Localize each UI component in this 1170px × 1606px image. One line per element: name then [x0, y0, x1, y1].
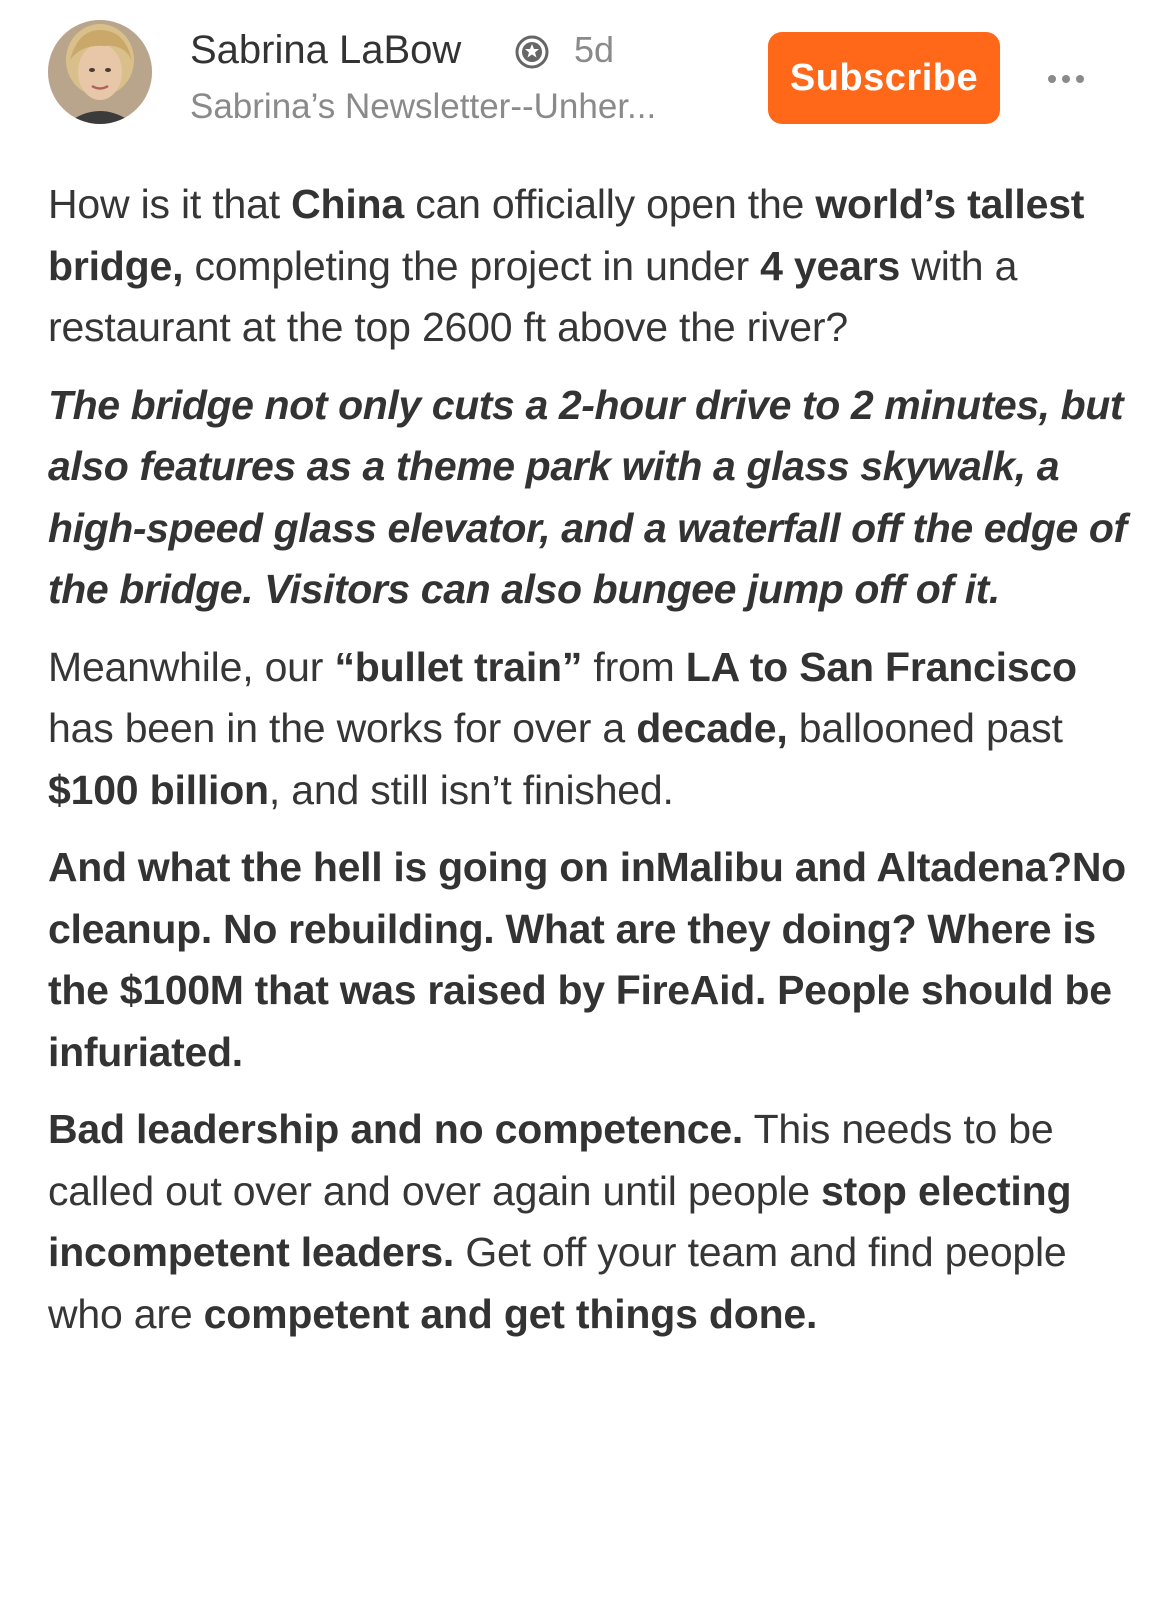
ellipsis-icon[interactable]: [1044, 64, 1088, 94]
paragraph-1: [48, 174, 1128, 359]
paragraph-2: The bridge not only cuts a 2-hour drive to 2 minutes, but also features as a theme park with a glass skywalk, a high-speed glass elevator, and a waterfall off the edge of the bridge. Visitors can also bungee jump off of it.: [48, 381, 1127, 612]
bold-text: “bullet train”: [334, 643, 583, 690]
badge-icon: [512, 32, 552, 72]
bold-text: Bad leadership and no competence.: [48, 1106, 744, 1152]
bold-text: world’s tallest bridge,: [48, 181, 1085, 289]
post-body: [48, 174, 1128, 1361]
text-span: with a restaurant at the top 2600 ft above the river?: [48, 242, 1018, 350]
paragraph-3: [48, 637, 1128, 822]
text-span: , and still isn’t finished.: [268, 766, 674, 813]
bold-text: $100 billion: [48, 766, 269, 813]
avatar-image: [48, 20, 152, 124]
text-span: has been in the works for over a: [48, 705, 637, 751]
text-span: can officially open the: [404, 181, 816, 227]
text-span: Get off your team and find people who are: [48, 1229, 1067, 1337]
paragraph-4: And what the hell is going on inMalibu and Altadena?No cleanup. No rebuilding. What are they doing? Where is the $100M that was raised by FireAid. People should be infuriated.: [48, 844, 1126, 1075]
bold-text: 4 years: [760, 242, 901, 289]
bold-text: China: [291, 181, 404, 227]
bold-text: LA to San Francisco: [685, 643, 1077, 690]
paragraph-5: [48, 1099, 1128, 1345]
text-span: This needs to be called out over and over again until people: [48, 1106, 1054, 1214]
author-name[interactable]: Sabrina LaBow: [190, 28, 462, 72]
post-header: [0, 0, 1170, 155]
text-span: completing the project in under: [183, 242, 761, 289]
bold-text: competent and get things done.: [203, 1290, 818, 1337]
post-time: 5d: [574, 29, 615, 70]
bold-text: decade,: [636, 705, 788, 751]
text-span: Meanwhile, our: [48, 643, 335, 690]
text-span: How is it that: [48, 181, 292, 227]
publication-name[interactable]: Sabrina’s Newsletter--Unher...: [190, 87, 657, 126]
bold-text: stop electing incompetent leaders.: [48, 1167, 1072, 1275]
text-span: from: [582, 643, 686, 690]
text-span: ballooned past: [787, 705, 1063, 751]
author-avatar[interactable]: [48, 20, 152, 124]
subscribe-button[interactable]: Subscribe: [768, 32, 1000, 124]
